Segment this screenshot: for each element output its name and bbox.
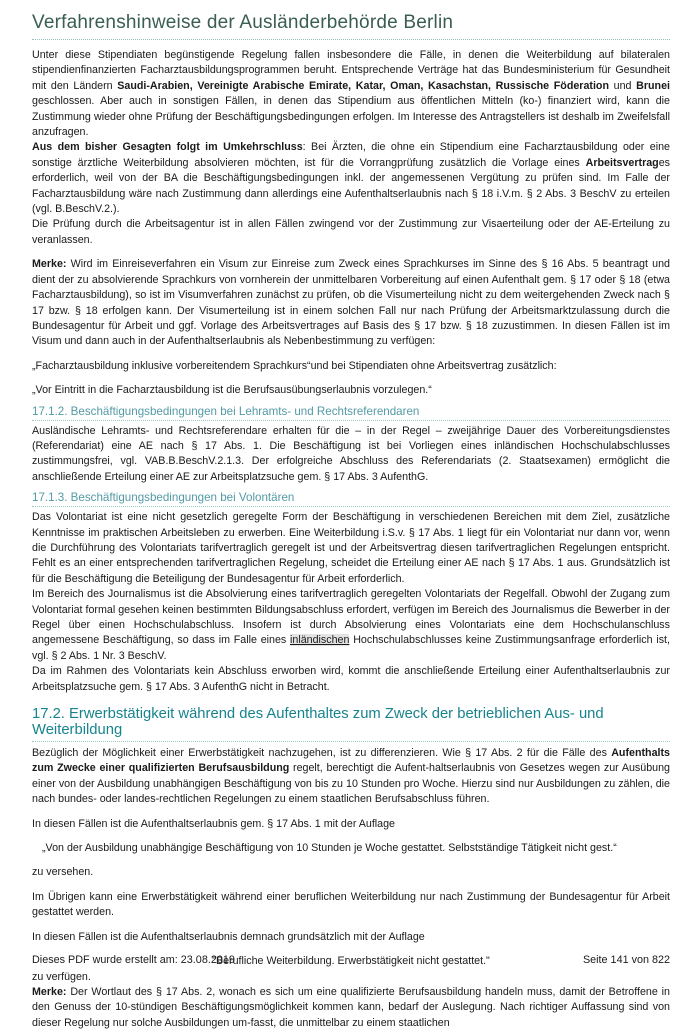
text-run: Im Bereich des Journalismus ist die Absolvierung eines tarifvertraglich geregelten Volontariats der Regelfall. Obwohl der Zugang zum Volontariat formal gesehen keinen bestimmten Bildungsabschluss erfordert, verfügen im Bereich des Journalismus die Bewerber in der Regel über einen Hochschulabschluss. Insofern ist durch Absolvierung eines Volontariats eine dem Hochschulanschluss angemessene Beschäftigung, so dass im Falle eines <box>32 588 670 647</box>
text-run: 17.1.3. Beschäftigungsbedingungen bei Volontären <box>32 491 295 505</box>
bold-text: Aufenthalts zum Zwecke einer qualifizierten Berufsausbildung <box>32 747 670 775</box>
paragraph <box>32 510 670 587</box>
text-run: "Berufliche Weiterbildung. Erwerbstätigkeit nicht gestattet." <box>212 955 490 968</box>
bold-text: Merke: <box>32 258 67 271</box>
text-run: „Vor Eintritt in die Facharztausbildung ist die Berufsausübungserlaubnis vorzulegen.“ <box>32 384 432 397</box>
text-run: Unter diese Stipendiaten begünstigende Regelung fallen insbesondere die Fälle, in denen die Weiterbildung auf bilateralen stipendienfinanzierten Facharztausbildungsprogrammen beruht. Entsprechende Verträge hat das Bundesministerium für Gesundheit mit den Ländern <box>32 49 670 92</box>
paragraph <box>32 217 670 248</box>
paragraph <box>32 424 670 486</box>
text-run: zu verfügen. <box>32 970 91 983</box>
paragraph <box>32 48 670 140</box>
paragraph <box>32 140 670 217</box>
paragraph <box>32 930 670 945</box>
paragraph <box>32 817 670 832</box>
paragraph <box>32 841 670 856</box>
text-run: Im Übrigen kann eine Erwerbstätigkeit während einer beruflichen Weiterbildung nur nach Zustimmung der Bundesagentur für Arbeit gestattet werden. <box>32 890 670 919</box>
bold-text: Arbeitsvertrag <box>585 156 659 169</box>
footer-created-date: Dieses PDF wurde erstellt am: 23.08.2019 <box>32 954 235 966</box>
text-run: Bezüglich der Möglichkeit einer Erwerbstätigkeit nachzugehen, ist zu differenzieren. Wie § 17 Abs. 2 für die Fälle des <box>32 747 612 760</box>
text-run: : Bei Ärzten, die ohne ein Stipendium eine Facharztausbildung oder eine sonstige ärztliche Weiterbildung absolvieren möchten, ist für die Vorrangprüfung zusätzlich die Vorlage eines <box>32 141 670 169</box>
paragraph <box>32 383 670 398</box>
text-run: „Von der Ausbildung unabhängige Beschäftigung von 10 Stunden je Woche gestattet. Selbstständige Tätigkeit nicht gest.“ <box>42 842 617 855</box>
text-run: Das Volontariat ist eine nicht gesetzlich geregelte Form der Beschäftigung in verschiedenen Bereichen mit dem Ziel, zusätzliche Kenntnisse im praktischen Arbeitsleben zu erwerben. Eine Weiterbildung i.S.v. § 17 Abs. 1 liegt für ein Volontariat nur dann vor, wenn die Durchführung des Volontariats tarifvertraglich geregelt ist und der Arbeitsvertrag diesen tarifvertraglichen Regelungen entspricht. Fehlt es an einer entsprechenden tarifvertraglichen Regelung, scheidet die Erteilung einer AE nach § 17 Abs. 1 aus. Grundsätzlich ist für die Beschäftigung die Beteiligung der Bundesagentur für Arbeit erforderlich. <box>32 511 670 585</box>
section-heading <box>32 405 670 421</box>
text-run: und <box>609 79 637 92</box>
paragraph <box>32 359 670 374</box>
text-run: In diesen Fällen ist die Aufenthaltserlaubnis gem. § 17 Abs. 1 mit der Auflage <box>32 817 396 830</box>
paragraph <box>32 970 670 985</box>
paragraph <box>32 985 670 1031</box>
bold-text: Merke: <box>32 985 67 998</box>
text-run: es erforderlich, weil von der BA die Beschäftigungsbedingungen inkl. der angemessenen Vergütung zu prüfen sind. Im Falle der Facharztausbildung wäre nach Zustimmung dann allerdings eine Aufenthaltserlaubnis nach § 18 i.V.m. § 2 Abs. 3 BeschV zu erteilen (vgl. B.BeschV.2.). <box>32 156 670 216</box>
text-run: Ausländische Lehramts- und Rechtsreferendare erhalten für die – in der Regel – zweijährige Dauer des Vorbereitungsdienstes (Referendariat) eine AE nach § 17 Abs. 1. Die Beschäftigung ist bei Vorliegen eines inländischen Hochschulabschlusses zustimmungsfrei, vgl. VAB.B.BeschV.2.1.3. Der erfolgreiche Abschluss des Referendariats (2. Staatsexamen) ermöglicht die anschließende Erteilung einer AE zur Arbeitsplatzsuche gem. § 17 Abs. 3 AufenthG. <box>32 424 670 483</box>
text-run: geschlossen. Aber auch in sonstigen Fällen, in denen das Stipendium aus öffentlichen Mitteln (ko-) finanziert wird, kann die Zustimmung wieder ohne Prüfung der Beschäftigungsbedingungen erfolgen. Im Interesse des Antragstellers ist deshalb im Zweifelsfall anzufragen. <box>32 95 670 139</box>
section-heading <box>32 491 670 507</box>
text-run: 17.2. Erwerbstätigkeit während des Aufenthaltes zum Zweck der betrieblichen Aus- und Weiterbildung <box>32 706 604 739</box>
text-run: zu versehen. <box>32 866 94 879</box>
bold-text: Aus dem bisher Gesagten folgt im Umkehrschluss <box>32 141 303 154</box>
footer-page-number: Seite 141 von 822 <box>582 954 670 966</box>
page-footer <box>32 954 670 966</box>
text-run: Wird im Einreiseverfahren ein Visum zur Einreise zum Zweck eines Sprachkurses im Sinne des § 16 Abs. 5 beantragt und dient der zu absolvierende Sprachkurs von vornherein der unmittelbaren Vorbereitung auf einen Aufenthalt gem. § 17 oder § 18 (etwa Facharztausbildung), so ist im Visumverfahren zunächst zu prüfen, ob die Visumerteilung nicht zu dem weitergehenden Zweck nach § 17 bzw. § 18 erfolgen kann. Der Visumerteilung ist in einem solchen Fall nur nach Prüfung der Arbeitsmarktzulassung durch die Bundesagentur für Arbeit und ggf. Vorlage des Arbeitsvertrages auf Basis des § 17 bzw. § 18 zuzustimmen. In diesen Fällen ist im Visum und dann auch in der Aufenthaltserlaubnis als Nebenbestimmung zu verfügen: <box>32 258 670 348</box>
bold-text: Brunei <box>636 79 670 92</box>
paragraph <box>32 664 670 695</box>
text-run: Da im Rahmen des Volontariats kein Abschluss erworben wird, kommt die anschließende Erteilung einer Aufenthaltserlaubnis zur Arbeitsplatzsuche gem. § 17 Abs. 3 AufenthG nicht in Betracht. <box>32 665 670 693</box>
paragraph <box>32 890 670 921</box>
text-run: regelt, berechtigt die Aufent-haltserlaubnis von Gesetzes wegen zur Ausübung einer von der Ausbildung unabhängigen Beschäftigung von bis zu 10 Stunden pro Woche. Hierzu sind nur Ausbildungen zu zählen, die nach bundes- oder landes-rechtlichen Regelungen zu einem staatlichen Berufsabschluss führen. <box>32 762 670 806</box>
text-run: Der Wortlaut des § 17 Abs. 2, wonach es sich um eine qualifizierte Berufsausbildung handeln muss, damit der Betroffene in den Genuss der 10-stündigen Beschäftigungsmöglichkeit kommen kann, bedarf der Auslegung. Nach richtiger Auffassung sind von dieser Regelung nur solche Ausbildungen um-fasst, die unmittelbar zu einem staatlichen <box>32 985 670 1029</box>
text-run: In diesen Fällen ist die Aufenthaltserlaubnis demnach grundsätzlich mit der Auflage <box>32 930 425 943</box>
paragraph <box>32 746 670 808</box>
text-run: 17.1.2. Beschäftigungsbedingungen bei Lehramts- und Rechtsreferendaren <box>32 404 420 418</box>
bold-text: Saudi-Arabien, Vereinigte Arabische Emirate, Katar, Oman, Kasachstan, Russische Föderation <box>117 79 609 92</box>
text-run: „Facharztausbildung inklusive vorbereitendem Sprachkurs“und bei Stipendiaten ohne Arbeitsvertrag zusätzlich: <box>32 359 557 372</box>
paragraph <box>32 865 670 880</box>
text-run: Hochschulabschlusses keine Zustimmungsanfrage erforderlich ist, vgl. § 2 Abs. 1 Nr. 3 BeschV. <box>32 634 670 662</box>
paragraph <box>32 257 670 349</box>
text-run: Die Prüfung durch die Arbeitsagentur ist in allen Fällen zwingend vor der Zustimmung zur Visaerteilung oder der AE-Erteilung zu veranlassen. <box>32 218 670 246</box>
page-title: Verfahrenshinweise der Ausländerbehörde Berlin <box>32 12 670 40</box>
section-heading <box>32 706 670 742</box>
paragraph <box>32 587 670 664</box>
document-body <box>32 48 670 1031</box>
underlined-text: inländischen <box>290 634 350 647</box>
